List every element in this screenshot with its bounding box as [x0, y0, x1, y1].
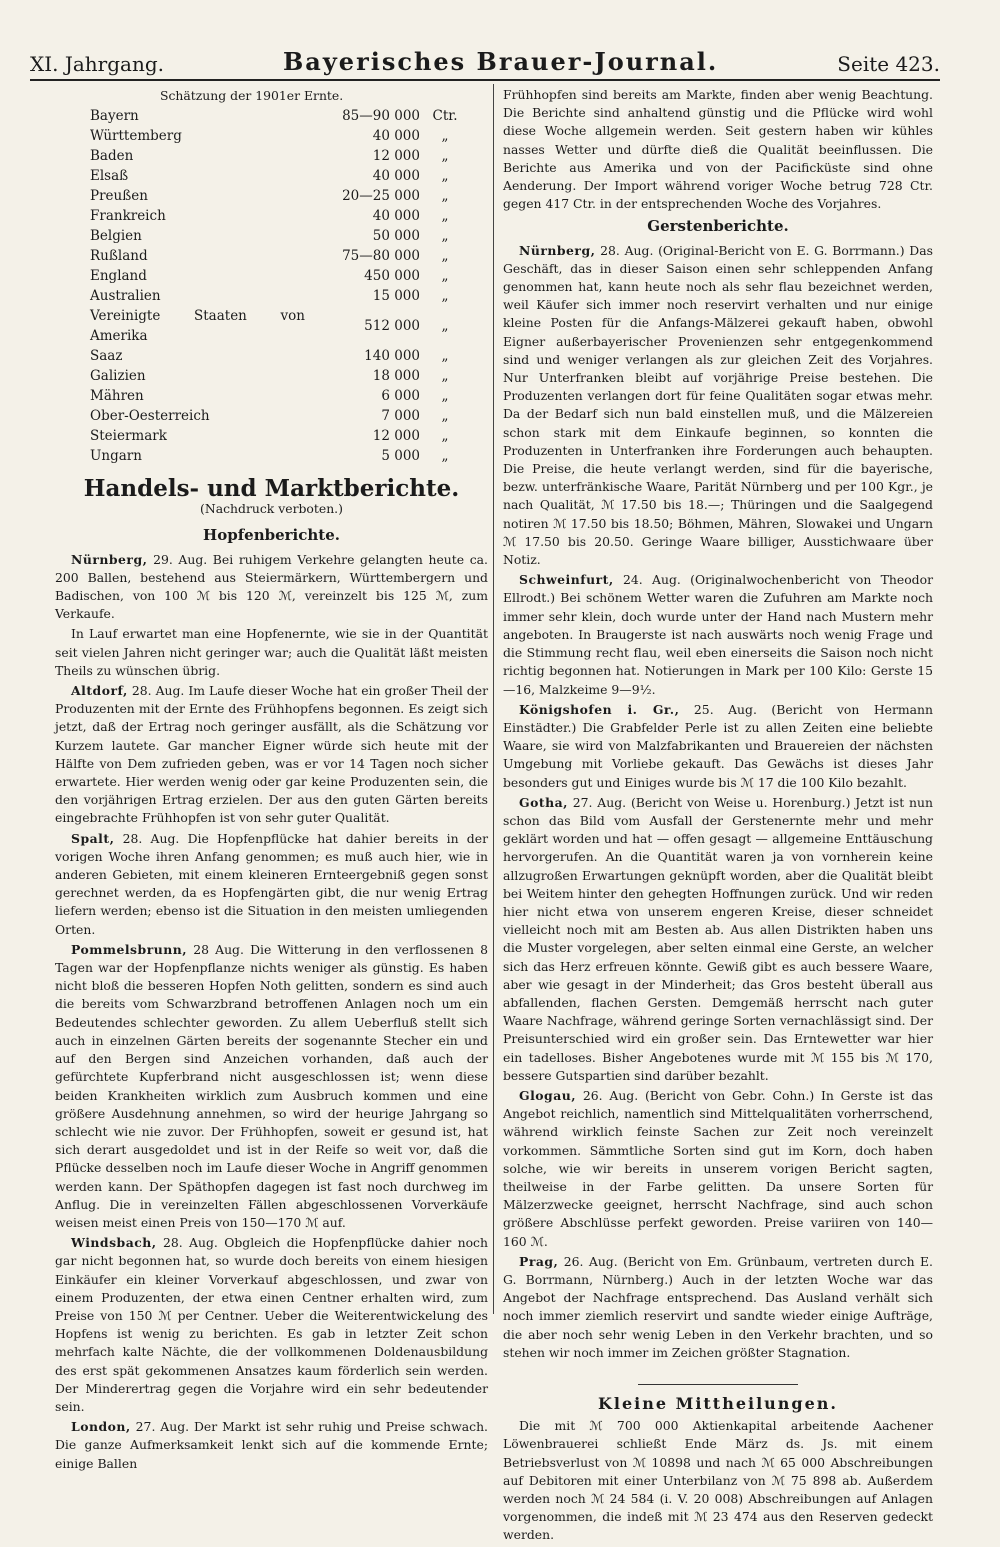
place-name: Windsbach, [71, 1235, 157, 1251]
volume-label: XI. Jahrgang. [30, 52, 165, 76]
estimate-row [90, 246, 470, 266]
estimate-value: 140 000 [364, 348, 420, 364]
estimate-region: Elsaß [90, 168, 129, 184]
place-name: Nürnberg, [71, 551, 148, 567]
report-nuernberg-hops: Nürnberg, 29. Aug. Bei ruhigem Verkehre gelangten heute ca. 200 Ballen, bestehend aus Steiermärkern, Württembergern und Badischen, von 100 ℳ bis 120 ℳ, vereinzelt bis 125 ℳ, zum Verkaufe. [55, 551, 488, 622]
barley-heading: Gerstenberichte. [647, 217, 789, 236]
estimate-row [90, 446, 470, 466]
estimate-region: Württemberg [90, 128, 182, 144]
estimate-row [90, 406, 470, 426]
kleine-mittheilungen-heading: Kleine Mittheilungen. [598, 1394, 838, 1414]
estimate-row [90, 426, 470, 446]
report-nuernberg-barley: Nürnberg, 28. Aug. (Original-Bericht von E. G. Borrmann.) Das Geschäft, das in dieser Saison einen sehr schleppenden Anfang genommen hat, kann heute noch als sehr flau bezeichnet werden, weil Käufer sich immer noch reservirt verhalten und nur einige kleine Posten für die Anfangs-Mälzerei gekauft haben, obwohl Eigner außerbayerischer Provenienzen sehr entgegenkommend sind und weniger verlangen als zur gleichen Zeit des Vorjahres. Nur Unterfranken bleibt auf vorjährige Preise bestehen. Die Produzenten verlangen dort für feine Qualitäten sogar etwas mehr. Da der Bedarf sich nun bald einstellen muß, und die Mälzereien schon stark mit dem Einkaufe beginnen, so konnten die Produzenten in Unterfranken ihre Forderungen auch behaupten. Die Preise, die heute verlangt werden, sind für die bayerische, bezw. unterfränkische Waare, Parität Nürnberg und per 100 Kgr., je nach Qualität, ℳ 17.50 bis 18.—; Thüringen und die Saalgegend notiren ℳ 17.50 bis 18.50; Böhmen, Mähren, Slowakei und Ungarn ℳ 17.50 bis 20.50. Geringe Waare billiger, Ausstichwaare über Notiz. [503, 242, 933, 568]
report-windsbach: Windsbach, 28. Aug. Obgleich die Hopfenpflücke dahier noch gar nicht begonnen hat, so wurde doch bereits von einem hiesigen Einkäufer ein kleiner Vorverkauf abgeschlossen, und zwar von einem Produzenten, der etwa einen Centner erhalten wird, zum Preise von 150 ℳ per Centner. Ueber die Weiterentwickelung des Hopfens ist wenig zu berichten. Es gab in letzter Zeit schon mehrfach kalte Nächte, die der vollkommenen Doldenausbildung des erst spät gekommenen Ansatzes kaum förderlich sein werden. Der Minderertrag gegen die Vorjahre wird ein sehr bedeutender sein. [55, 1235, 488, 1414]
estimate-table [90, 106, 470, 466]
estimate-value: 450 000 [364, 268, 420, 284]
estimate-unit: „ [441, 288, 449, 304]
report-gotha: Gotha, 27. Aug. (Bericht von Weise u. Horenburg.) Jetzt ist nun schon das Bild vom Ausfall der Gerstenernte mehr und mehr geklärt worden und hat — offen gesagt — allgemeine Enttäuschung hervorgerufen. An die Quantität waren ja von vornherein keine allzugroßen Erwartungen geknüpft worden, aber die Qualität bleibt bei Weitem hinter den gehegten Hoffnungen zurück. Und wir reden hier nicht etwa von unserem engeren Kreise, dieser schneidet vielleicht noch mit am Besten ab. Aus allen Distrikten haben uns die Muster vorgelegen, aber selten einmal eine Gerste, an welcher sich das Herz erfreuen könnte. Gewiß gibt es auch bessere Waare, aber wie gesagt in der Minderheit; das Gros besteht überall aus abfallenden, flachen Gersten. Demgemäß herrscht nach guter Waare Nachfrage, während geringe Sorten vernachlässigt sind. Der Preisunterschied wird ein großer sein. Das Erntewetter war hier ein tadelloses. Bisher Angebotenes wurde mit ℳ 155 bis ℳ 170, bessere Gutspartien sind darüber bezahlt. [503, 794, 933, 1083]
estimate-row [90, 126, 470, 146]
journal-title: Bayerisches Brauer-Journal. [283, 47, 719, 76]
place-name: London, [71, 1419, 131, 1435]
report-glogau: Glogau, 26. Aug. (Bericht von Gebr. Cohn.) In Gerste ist das Angebot reichlich, namentlich sind Mittelqualitäten vorherrschend, während wirklich feinste Sachen zur Zeit noch vereinzelt vorkommen. Sämmtliche Sorten sind gut im Korn, doch haben solche, wie wir bereits in unserem vorigen Bericht sagten, theilweise in der Farbe gelitten. Da unsere Sorten für Mälzerzwecke geeignet, herrscht Nachfrage, sind auch schon größere Abschlüsse perfekt geworden. Preise variiren von 140—160 ℳ. [503, 1087, 933, 1249]
place-name: Pommelsbrunn, [71, 941, 188, 957]
estimate-value: 18 000 [372, 368, 420, 384]
estimate-row [90, 306, 470, 346]
estimate-unit: „ [441, 248, 449, 264]
report-altdorf: Altdorf, 28. Aug. Im Laufe dieser Woche hat ein großer Theil der Produzenten mit der Ernte des Frühhopfens begonnen. Es zeigt sich jetzt, daß der Ertrag noch geringer ausfällt, als die Schätzung vor Kurzem lautete. Gar mancher Eigner würde sich heute mit der Hälfte von Dem zufrieden geben, was er vor 14 Tagen noch sicher erwartete. Hier werden wenig oder gar keine Produzenten sein, die den vorjährigen Ertrag erzielen. Der aus den guten Gärten bereits eingebrachte Frühhopfen ist von sehr guter Qualität. [55, 683, 488, 826]
estimate-unit: „ [441, 318, 449, 334]
report-london-continued: Frühhopfen sind bereits am Markte, finden aber wenig Beachtung. Die Berichte sind anhaltend günstig und die Pflücke wird wohl diese Woche allgemein werden. Seit gestern haben wir kühles nasses Wetter und dürfte dieß die Qualität beeinflussen. Die Berichte aus Amerika und von der Pacificküste sind ohne Aenderung. Der Import während voriger Woche betrug 728 Ctr. gegen 417 Ctr. in der entsprechenden Woche des Vorjahres. [503, 87, 933, 212]
hops-heading: Hopfenberichte. [203, 526, 340, 545]
page-number: Seite 423. [837, 52, 940, 76]
estimate-row [90, 206, 470, 226]
estimate-region: Belgien [90, 228, 142, 244]
estimate-unit: „ [441, 188, 449, 204]
estimate-unit: Ctr. [432, 108, 458, 124]
estimate-value: 85—90 000 [342, 108, 420, 124]
report-pommelsbrunn: Pommelsbrunn, 28 Aug. Die Witterung in den verflossenen 8 Tagen war der Hopfenpflanze nichts weniger als günstig. Es haben nicht bloß die besseren Hopfen Noth gelitten, sondern es sind auch die bereits vom Schwarzbrand betroffenen Anlagen noch um ein Bedeutendes schlechter geworden. Zu allem Ueberfluß stellt sich auch in einzelnen Gärten bereits der sogenannte Stecher ein und auf den Bergen sind Anzeichen vorhanden, daß auch der gefürchtete Kupferbrand nicht ausgeschlossen ist; wenn diese beiden Krankheiten wirklich zum Ausbruch kommen und eine größere Ausdehnung annehmen, so wird der heurige Jahrgang so schlecht wie nie zuvor. Der Frühhopfen, soweit er gesund ist, hat sich derart ausgedoldet und ist in der Reife so weit vor, daß die Pflücke desselben noch im Laufe dieser Woche in Angriff genommen werden kann. Der Späthopfen dagegen ist fast noch durchweg im Anflug. Die in vereinzelten Fällen abgeschlossenen Vorverkäufe weisen meist einen Preis von 150—170 ℳ auf. [55, 941, 488, 1230]
section-separator [638, 1384, 798, 1385]
estimate-row [90, 346, 470, 366]
place-name: Glogau, [519, 1087, 577, 1103]
estimate-value: 40 000 [372, 168, 420, 184]
estimate-unit: „ [441, 408, 449, 424]
estimate-region: Galizien [90, 368, 146, 384]
estimate-region: England [90, 268, 147, 284]
estimate-region: Steiermark [90, 428, 167, 444]
estimate-value: 5 000 [381, 448, 420, 464]
estimate-region: Preußen [90, 188, 148, 204]
estimate-caption: Schätzung der 1901er Ernte. [160, 88, 344, 103]
estimate-unit: „ [441, 428, 449, 444]
report-lauf: In Lauf erwartet man eine Hopfenernte, wie sie in der Quantität seit vielen Jahren nicht geringer war; auch die Qualität läßt meisten Theils zu wünschen übrig. [55, 626, 488, 678]
estimate-value: 20—25 000 [342, 188, 420, 204]
estimate-row [90, 266, 470, 286]
estimate-region: Rußland [90, 248, 148, 264]
estimate-row [90, 366, 470, 386]
estimate-value: 40 000 [372, 128, 420, 144]
page-header [30, 40, 940, 81]
estimate-value: 7 000 [381, 408, 420, 424]
estimate-value: 12 000 [372, 148, 420, 164]
estimate-region: Vereinigte Staaten von Amerika [90, 308, 305, 344]
place-name: Prag, [519, 1253, 559, 1269]
estimate-unit: „ [441, 168, 449, 184]
estimate-row [90, 106, 470, 126]
estimate-region: Baden [90, 148, 134, 164]
estimate-row [90, 166, 470, 186]
estimate-unit: „ [441, 448, 449, 464]
estimate-region: Frankreich [90, 208, 166, 224]
estimate-region: Ungarn [90, 448, 142, 464]
estimate-value: 75—80 000 [342, 248, 420, 264]
place-name: Schweinfurt, [519, 572, 614, 588]
estimate-region: Mähren [90, 388, 144, 404]
place-name: Königshofen i. Gr., [519, 701, 680, 717]
estimate-row [90, 186, 470, 206]
estimate-region: Australien [90, 288, 161, 304]
estimate-row [90, 286, 470, 306]
estimate-row [90, 386, 470, 406]
kleine-text: Die mit ℳ 700 000 Aktienkapital arbeitende Aachener Löwenbrauerei schließt Ende März ds. Js. mit einem Betriebsverlust von ℳ 10898 und nach ℳ 65 000 Abschreibungen auf Debitoren mit einer Unterbilanz von ℳ 75 898 ab. Außerdem werden noch ℳ 24 584 (i. V. 20 008) Abschreibungen auf Anlagen vorgenommen, die indeß mit ℳ 23 474 aus den Reserven gedeckt werden. [503, 1418, 933, 1543]
place-name: Altdorf, [71, 683, 128, 699]
report-schweinfurt: Schweinfurt, 24. Aug. (Originalwochenbericht von Theodor Ellrodt.) Bei schönem Wetter waren die Zufuhren am Markte noch immer sehr klein, doch wurde unter der Hand nach Mustern mehr angeboten. In Braugerste ist nach auswärts noch wenig Frage und die Stimmung recht flau, weil eben einerseits die Saison noch nicht richtig begonnen hat. Notierungen in Mark per 100 Kilo: Gerste 15—16, Malzkeime 9—9½. [503, 572, 933, 697]
estimate-unit: „ [441, 348, 449, 364]
report-koenigshofen: Königshofen i. Gr., 25. Aug. (Bericht von Hermann Einstädter.) Die Grabfelder Perle ist zu allen Zeiten eine beliebte Waare, sie wird von Malzfabrikanten und Brauereien der nächsten Umgebung mit Vorliebe gekauft. Das Gewächs ist dieses Jahr besonders gut und Einiges wurde bis ℳ 17 die 100 Kilo bezahlt. [503, 701, 933, 790]
estimate-region: Ober-Oesterreich [90, 408, 210, 424]
place-name: Gotha, [519, 794, 568, 810]
estimate-unit: „ [441, 208, 449, 224]
estimate-value: 40 000 [372, 208, 420, 224]
estimate-value: 50 000 [372, 228, 420, 244]
estimate-row [90, 146, 470, 166]
estimate-region: Bayern [90, 108, 139, 124]
reprint-notice: (Nachdruck verboten.) [200, 501, 343, 517]
estimate-value: 12 000 [372, 428, 420, 444]
estimate-unit: „ [441, 148, 449, 164]
estimate-value: 15 000 [372, 288, 420, 304]
place-name: Nürnberg, [519, 242, 596, 258]
estimate-unit: „ [441, 368, 449, 384]
column-divider [493, 84, 494, 1314]
estimate-value: 512 000 [364, 318, 420, 334]
estimate-region: Saaz [90, 348, 123, 364]
report-prag: Prag, 26. Aug. (Bericht von Em. Grünbaum, vertreten durch E. G. Borrmann, Nürnberg.) Auch in der letzten Woche war das Angebot der Nachfrage entsprechend. Das Ausland verhält sich noch immer ziemlich reservirt und sandte wieder einige Aufträge, die aber noch sehr wenig Leben in den Verkehr brachten, und so stehen wir noch immer im Zeichen größter Stagnation. [503, 1253, 933, 1360]
place-name: Spalt, [71, 830, 115, 846]
estimate-unit: „ [441, 268, 449, 284]
estimate-unit: „ [441, 388, 449, 404]
right-column [503, 86, 933, 1547]
report-spalt: Spalt, 28. Aug. Die Hopfenpflücke hat dahier bereits in der vorigen Woche ihren Anfang genommen; es muß auch hier, wie in anderen Gebieten, mit einem kleineren Ernteergebniß gegen sonst gerechnet werden, da es Hopfengärten gibt, die nur wenig Ertrag liefern werden; ebenso ist die Situation in den meisten umliegenden Orten. [55, 830, 488, 937]
report-london: London, 27. Aug. Der Markt ist sehr ruhig und Preise schwach. Die ganze Aufmerksamkeit lenkt sich auf die kommende Ernte; einige Ballen [55, 1419, 488, 1471]
left-column [55, 86, 488, 1475]
section-title: Handels- und Marktberichte. [83, 475, 460, 502]
estimate-value: 6 000 [381, 388, 420, 404]
estimate-unit: „ [441, 228, 449, 244]
estimate-unit: „ [441, 128, 449, 144]
estimate-row [90, 226, 470, 246]
